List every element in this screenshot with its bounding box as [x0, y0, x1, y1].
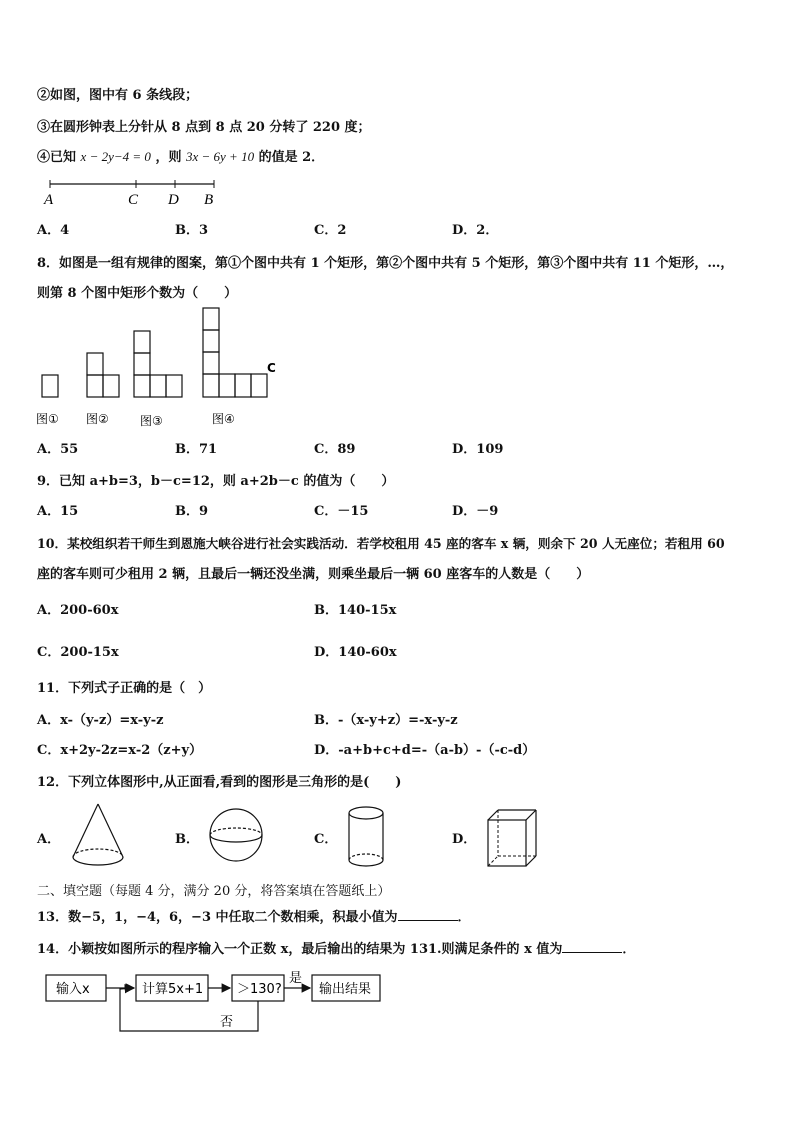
point-label-a: A	[44, 192, 54, 208]
cylinder-figure[interactable]	[345, 804, 389, 870]
q9-text: 9．已知 a+b=3，b－c=12，则 a+2b－c 的值为（ ）	[37, 474, 395, 489]
q7-option-c[interactable]: C．2	[314, 223, 347, 238]
statement-4-equation: x − 2y−4 = 0	[80, 149, 151, 164]
q13-text	[37, 906, 471, 925]
q8-text-line2: 则第 8 个图中矩形个数为（ ）	[37, 286, 238, 301]
sphere-figure[interactable]	[205, 806, 269, 866]
q13-question: 13．数−5，1，−4，6，−3 中任取二个数相乘，积最小值为	[37, 910, 398, 925]
flow-check-box: ＞130?	[237, 982, 282, 997]
q8-option-a[interactable]: A．55	[37, 442, 79, 457]
q12-text: 12．下列立体图形中,从正面看,看到的图形是三角形的是( )	[37, 775, 402, 790]
q14-question: 14．小颖按如图所示的程序输入一个正数 x，最后输出的结果为 131.则满足条件的 x 值为	[37, 942, 563, 957]
point-label-b: B	[204, 192, 214, 208]
statement-4-mid: ，则	[155, 150, 182, 165]
point-label-c: C	[128, 192, 139, 208]
flow-yes-label: 是	[289, 971, 303, 986]
q12-option-d-label[interactable]: D．	[452, 832, 477, 847]
figure-label-3: 图③	[140, 414, 163, 428]
statement-4-suffix: 的值是 2．	[258, 150, 325, 165]
q8-option-c[interactable]: C．89	[314, 442, 356, 457]
q9-option-c[interactable]: C．－15	[314, 504, 369, 519]
line-segment-figure	[40, 176, 230, 208]
q10-text-line2: 座的客车则可少租用 2 辆，且最后一辆还没坐满，则乘坐最后一辆 60 座客车的人数是（ ）	[37, 567, 590, 582]
figure-label-2: 图②	[86, 412, 109, 426]
q9-option-a[interactable]: A．15	[37, 504, 79, 519]
flow-input-box: 输入x	[56, 982, 90, 997]
q13-end: ．	[457, 910, 471, 925]
figure-label-4: 图④	[212, 412, 235, 426]
q9-option-d[interactable]: D．－9	[452, 504, 499, 519]
q11-option-c[interactable]: C．x+2y-2z=x-2（z+y）	[37, 743, 203, 758]
q11-option-b[interactable]: B．-（x-y+z）=-x-y-z	[314, 713, 458, 728]
q10-option-c[interactable]: C．200-15x	[37, 645, 119, 660]
statement-3: ③在圆形钟表上分针从 8 点到 8 点 20 分转了 220 度；	[37, 120, 371, 135]
q13-answer-blank[interactable]	[398, 908, 458, 921]
statement-4-expression: 3x − 6y + 10	[185, 149, 255, 164]
q8-text-line1: 8．如图是一组有规律的图案，第①个图中共有 1 个矩形，第②个图中共有 5 个矩形，第③个图中共有 11 个矩形，…，	[37, 256, 734, 271]
q9-option-b[interactable]: B．9	[175, 504, 209, 519]
cone-figure[interactable]	[70, 800, 130, 872]
flow-compute-box: 计算5x+1	[142, 982, 204, 997]
q10-text-line1: 10．某校组织若干师生到恩施大峡谷进行社会实践活动．若学校租用 45 座的客车 x 辆，则余下 20 人无座位；若租用 60	[37, 536, 725, 551]
q14-answer-blank[interactable]	[562, 940, 622, 953]
cuboid-figure[interactable]	[484, 806, 544, 870]
q12-option-a-label[interactable]: A．	[37, 832, 61, 847]
program-flowchart	[44, 968, 394, 1034]
statement-2: ②如图，图中有 6 条线段；	[37, 88, 199, 103]
q8-option-d[interactable]: D．109	[452, 442, 504, 457]
q14-end: ．	[622, 942, 636, 957]
flow-output-box: 输出结果	[319, 982, 372, 997]
q12-option-b-label[interactable]: B．	[175, 832, 199, 847]
q12-option-c-label[interactable]: C．	[314, 832, 338, 847]
q10-option-a[interactable]: A．200-60x	[37, 603, 119, 618]
q8-option-b[interactable]: B．71	[175, 442, 218, 457]
figure-label-1: 图①	[36, 412, 59, 426]
q10-option-d[interactable]: D．140-60x	[314, 645, 397, 660]
q8-pattern-figure	[36, 304, 296, 430]
q10-option-b[interactable]: B．140-15x	[314, 603, 397, 618]
q7-option-b[interactable]: B．3	[175, 223, 209, 238]
q7-option-d[interactable]: D．2．	[452, 223, 499, 238]
statement-4-prefix: ④已知	[37, 150, 77, 165]
q14-text	[37, 938, 635, 957]
q11-option-a[interactable]: A．x-（y-z）=x-y-z	[37, 713, 164, 728]
figure-extra-label: C	[267, 361, 276, 375]
section-2-heading: 二、填空题（每题 4 分，满分 20 分，将答案填在答题纸上）	[37, 884, 391, 899]
flow-no-label: 否	[220, 1015, 234, 1030]
q11-option-d[interactable]: D．-a+b+c+d=-（a-b）-（-c-d）	[314, 743, 536, 758]
q7-option-a[interactable]: A．4	[37, 223, 70, 238]
point-label-d: D	[168, 192, 179, 208]
q11-text: 11．下列式子正确的是（ ）	[37, 681, 212, 696]
statement-4	[37, 146, 324, 165]
